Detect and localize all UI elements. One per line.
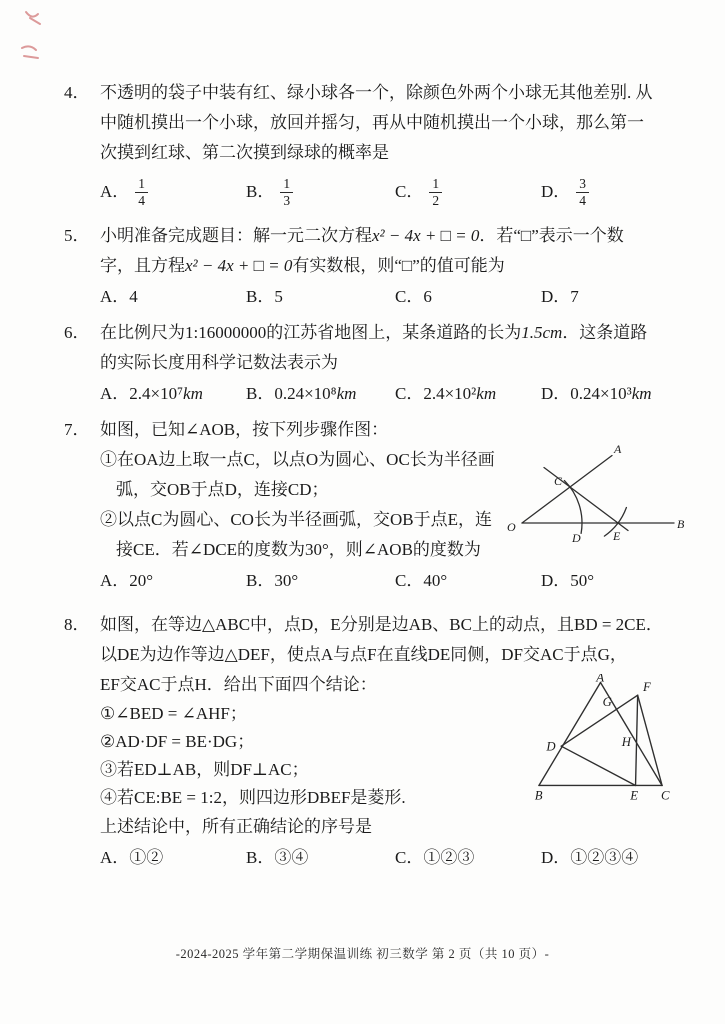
conclusion-4: ④若CE:BE = 1:2，则四边形DBEF是菱形. — [100, 788, 406, 807]
option-b — [246, 177, 395, 209]
label-d: D — [572, 531, 581, 545]
option-d-label: D． — [541, 181, 571, 201]
text-segment: 字，且方程 — [100, 256, 185, 275]
fraction — [576, 176, 589, 208]
conclusion-2: ②AD·DF = BE·DG； — [100, 732, 255, 751]
option-d — [541, 177, 669, 209]
question-5-options — [100, 282, 669, 312]
option-d: D．7 — [541, 287, 579, 306]
label-c: C — [554, 474, 563, 488]
fraction-denominator: 4 — [135, 192, 148, 209]
option-a: A．20° — [100, 571, 154, 590]
text-segment: 有实数根，则“□”的值可能为 — [292, 256, 505, 275]
option-c — [395, 379, 541, 409]
question-8-body — [100, 610, 669, 873]
option-b: B．5 — [246, 287, 283, 306]
option-a-unit: km — [183, 384, 203, 403]
question-8 — [64, 610, 669, 873]
segment-de — [561, 746, 635, 785]
label-g: G — [602, 694, 612, 709]
question-7-line5: 接CE．若∠DCE的度数为30°，则∠AOB的度数为 — [116, 540, 481, 559]
option-a — [100, 379, 246, 409]
question-7-line3: 弧，交OB于点D，连接CD； — [116, 480, 329, 499]
option-c-label: C． — [395, 384, 424, 403]
question-4 — [64, 78, 669, 217]
option-c: C．40° — [395, 571, 448, 590]
label-a: A — [614, 442, 622, 456]
option-a: A．①② — [100, 848, 164, 867]
option-b-value: 0.24×10⁸ — [274, 384, 337, 403]
text-segment: 在比例尺为 — [100, 323, 185, 342]
option-c: C．6 — [395, 287, 432, 306]
label-h: H — [621, 735, 631, 750]
option-d: D．50° — [541, 571, 595, 590]
label-b: B — [534, 788, 543, 803]
option-c-label: C． — [395, 181, 424, 201]
equation: x² − 4x + □ = 0 — [185, 256, 293, 275]
question-7-options — [100, 566, 669, 596]
question-7-line1: 如图，已知∠AOB，按下列步骤作图： — [100, 420, 389, 439]
option-d-label: D． — [541, 384, 571, 403]
fraction-denominator: 3 — [280, 192, 293, 209]
question-8-line1: 如图，在等边△ABC中，点D，E分别是边AB、BC上的动点，且BD = 2CE． — [100, 615, 663, 634]
question-5-number: 5． — [64, 226, 90, 245]
fraction-denominator: 4 — [576, 192, 589, 209]
option-a: A．4 — [100, 287, 138, 306]
question-6 — [64, 318, 669, 409]
option-a — [100, 177, 246, 209]
fraction-denominator: 2 — [429, 192, 442, 209]
text-segment: ．这条道路 — [562, 323, 648, 342]
question-4-line2: 中随机摸出一个小球，放回并摇匀，再从中随机摸出一个小球，那么第一 — [100, 113, 644, 132]
question-4-line1: 不透明的袋子中装有红、绿小球各一个，除颜色外两个小球无其他差别. 从 — [100, 83, 653, 102]
fraction-numerator: 1 — [432, 176, 440, 192]
question-5 — [64, 221, 669, 312]
question-6-number: 6． — [64, 323, 90, 342]
question-6-line1 — [100, 318, 669, 348]
option-d — [541, 379, 669, 409]
conclusion-3: ③若ED⊥AB，则DF⊥AC； — [100, 760, 309, 779]
segment-fc — [638, 695, 662, 785]
question-8-number: 8． — [64, 615, 90, 634]
text-segment: 的江苏省地图上，某条道路的长为 — [266, 323, 522, 342]
question-6-line2: 的实际长度用科学记数法表示为 — [100, 353, 338, 372]
angle-construction-figure — [506, 439, 691, 551]
question-5-line2 — [100, 251, 669, 281]
text-segment: 小明准备完成题目：解一元二次方程 — [100, 226, 372, 245]
label-b: B — [677, 517, 685, 531]
page-content — [64, 78, 685, 873]
option-c — [395, 177, 541, 209]
question-8-conclusions — [100, 700, 520, 812]
length-value: 1.5cm — [521, 323, 563, 342]
question-4-options — [100, 169, 669, 217]
question-8-line2: 以DE为边作等边△DEF，使点A与点F在直线DE同侧，DF交AC于点G， — [100, 645, 627, 664]
side-ab — [539, 682, 601, 785]
question-7-number: 7． — [64, 420, 90, 439]
label-d: D — [546, 739, 556, 754]
label-e: E — [630, 788, 639, 803]
option-a-label: A． — [100, 181, 130, 201]
fraction — [280, 176, 293, 208]
label-c: C — [661, 788, 670, 803]
option-c-value: 2.4×10² — [423, 384, 477, 403]
option-b-unit: km — [336, 384, 357, 403]
ray-oa — [522, 456, 612, 524]
label-o: O — [507, 520, 516, 534]
question-8-options — [100, 843, 669, 873]
page-footer: -2024-2025 学年第二学期保温训练 初三数学 第 2 页（共 10 页）- — [175, 947, 550, 961]
label-a: A — [596, 674, 605, 685]
question-7-line2: ①在OA边上取一点C，以点O为圆心、OC长为半径画 — [100, 450, 495, 469]
question-4-number: 4． — [64, 83, 90, 102]
fraction-numerator: 1 — [138, 176, 146, 192]
fraction — [429, 176, 442, 208]
option-b: B．30° — [246, 571, 299, 590]
scale-value: 1:16000000 — [185, 323, 267, 342]
fraction-numerator: 3 — [579, 176, 587, 192]
triangle-figure — [534, 674, 684, 812]
red-mark-icon — [16, 4, 58, 66]
question-7-line4: ②以点C为圆心、CO长为半径画弧，交OB于点E，连 — [100, 510, 492, 529]
option-a-label: A． — [100, 384, 130, 403]
option-b: B．③④ — [246, 848, 309, 867]
text-segment: ．若“□”表示一个数 — [479, 226, 624, 245]
question-8-line4: 上述结论中，所有正确结论的序号是 — [100, 817, 372, 836]
option-b-label: B． — [246, 181, 275, 201]
fraction — [135, 176, 148, 208]
question-5-line1 — [100, 221, 669, 251]
option-d-value: 0.24×10³ — [570, 384, 632, 403]
fraction-numerator: 1 — [283, 176, 291, 192]
question-6-options — [100, 379, 669, 409]
option-c-unit: km — [476, 384, 497, 403]
option-a-value: 2.4×10⁷ — [129, 384, 184, 403]
equation: x² − 4x + □ = 0 — [372, 226, 480, 245]
option-d-unit: km — [631, 384, 652, 403]
question-8-line3: EF交AC于点H．给出下面四个结论： — [100, 675, 377, 694]
question-4-line3: 次摸到红球、第二次摸到绿球的概率是 — [100, 143, 389, 162]
option-b-label: B． — [246, 384, 275, 403]
label-f: F — [642, 679, 651, 694]
option-d: D．①②③④ — [541, 848, 639, 867]
question-7-text — [100, 415, 530, 565]
option-b — [246, 379, 395, 409]
label-e: E — [613, 529, 621, 543]
option-c: C．①②③ — [395, 848, 475, 867]
conclusion-1: ①∠BED = ∠AHF； — [100, 704, 247, 723]
question-7 — [64, 415, 685, 596]
